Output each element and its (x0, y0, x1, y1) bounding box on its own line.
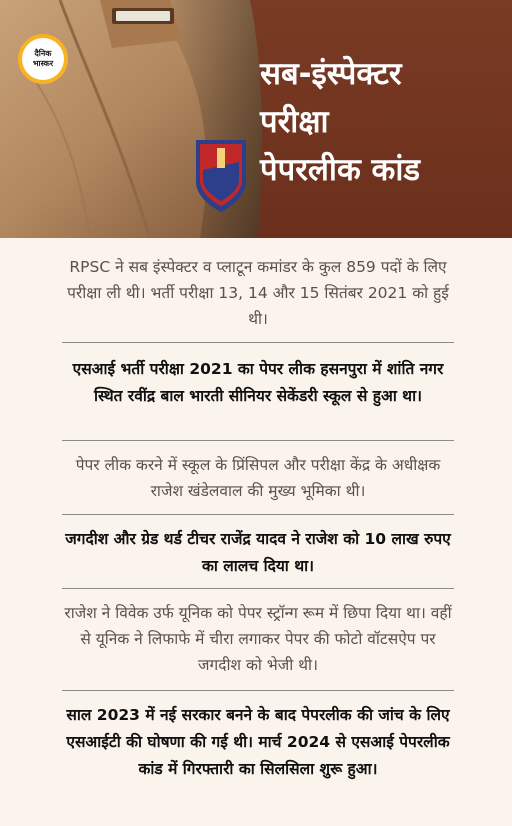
content-area (0, 238, 512, 826)
paragraph-1: RPSC ने सब इंस्पेक्टर व प्लाटून कमांडर के कुल 859 पदों के लिए परीक्षा ली थी। भर्ती परीक्षा 13, 14 और 15 सितंबर 2021 को हुई थी। (67, 258, 449, 328)
headline-line-3: पेपरलीक कांड (260, 152, 420, 188)
headline-line-1: सब-इंस्पेक्टर (260, 56, 402, 92)
divider (62, 690, 454, 691)
headline-line-2: परीक्षा (260, 104, 329, 140)
header-banner (0, 0, 512, 238)
dainik-bhaskar-logo (18, 34, 68, 84)
headline (260, 50, 490, 194)
logo-inner (22, 38, 64, 80)
divider (62, 514, 454, 515)
paragraph-2: एसआई भर्ती परीक्षा 2021 का पेपर लीक हसनपुरा में शांति नगर स्थित रवींद्र बाल भारती सीनियर सेकेंडरी स्कूल से हुआ था। (72, 360, 444, 405)
divider (62, 440, 454, 441)
divider (62, 342, 454, 343)
paragraph-3: पेपर लीक करने में स्कूल के प्रिंसिपल और परीक्षा केंद्र के अधीक्षक राजेश खंडेलवाल की मुख्य भूमिका थी। (75, 456, 441, 500)
paragraph-6: साल 2023 में नई सरकार बनने के बाद पेपरलीक की जांच के लिए एसआईटी की घोषणा की गई थी। मार्च 2024 से एसआई पेपरलीक कांड में गिरफ्तारी का सिलसिला शुरू हुआ। (66, 706, 450, 778)
logo-line-1: दैनिक (34, 49, 52, 58)
paragraph-5: राजेश ने विवेक उर्फ यूनिक को पेपर स्ट्रॉन्ग रूम में छिपा दिया था। वहीं से यूनिक ने लिफाफे में चीरा लगाकर पेपर की फोटो वॉटसऐप पर जगदीश को भेजी थी। (64, 604, 452, 674)
logo-line-2: भास्कर (32, 59, 54, 68)
divider (62, 588, 454, 589)
paragraph-4: जगदीश और ग्रेड थर्ड टीचर राजेंद्र यादव ने राजेश को 10 लाख रुपए का लालच दिया था। (65, 530, 451, 575)
